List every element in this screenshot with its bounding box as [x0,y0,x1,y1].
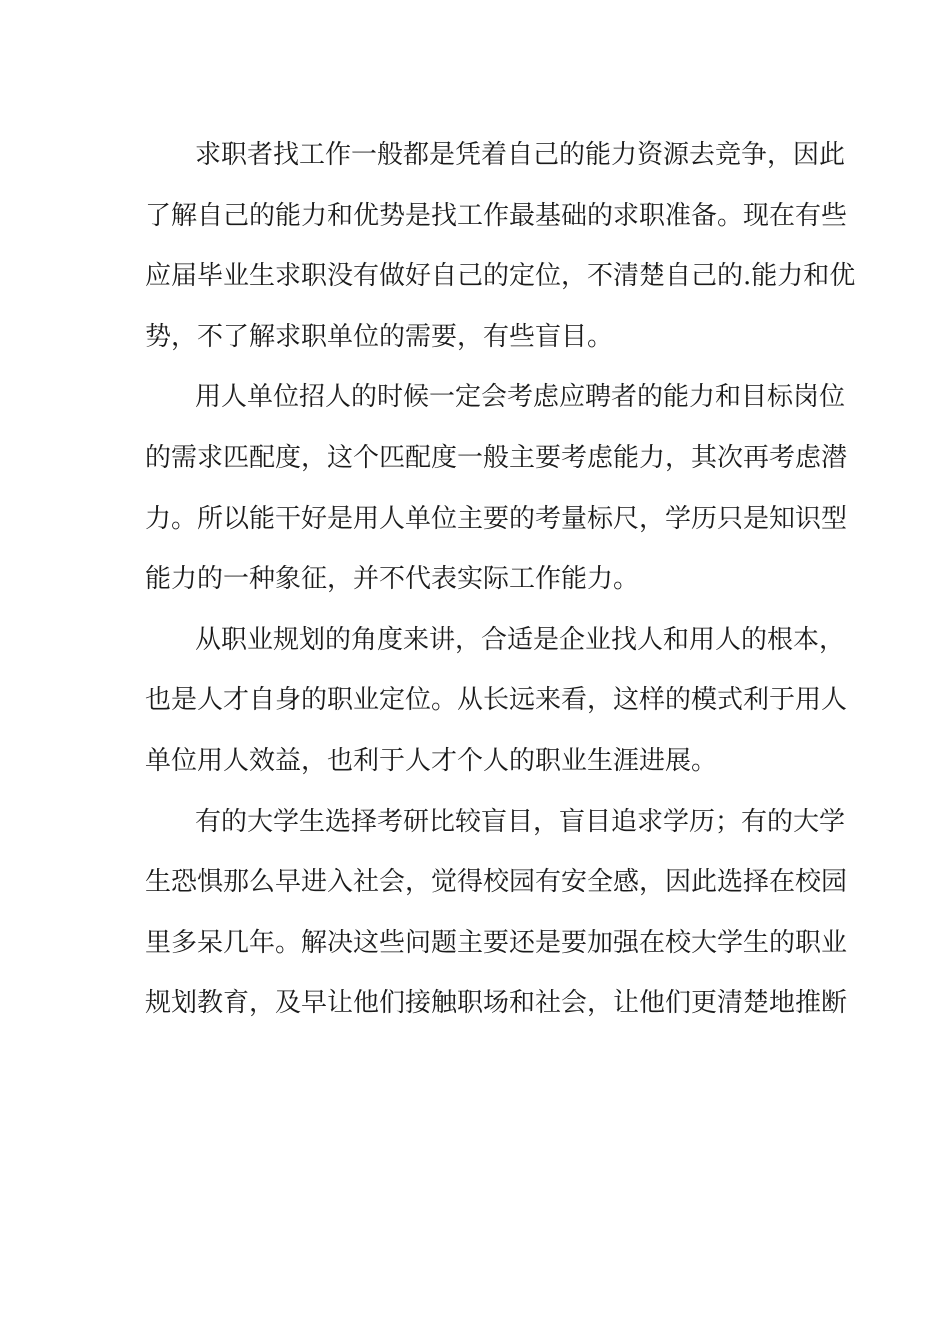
text-line: 势，不了解求职单位的需要，有些盲目。 [145,321,614,352]
text-line: 了解自己的能力和优势是找工作最基础的求职准备。现在有些 [145,200,848,231]
text-line: 规划教育，及早让他们接触职场和社会，让他们更清楚地推断 [145,988,848,1019]
text-line: 的需求匹配度，这个匹配度一般主要考虑能力，其次再考虑潜 [145,442,848,473]
text-line: 应届毕业生求职没有做好自己的定位，不清楚自己的.能力和优 [145,261,856,292]
text-line: 能力的一种象征，并不代表实际工作能力。 [145,564,640,595]
text-line: 单位用人效益，也利于人才个人的职业生涯进展。 [145,745,718,776]
text-line: 从职业规划的角度来讲，合适是企业找人和用人的根本， [195,624,846,655]
document-body [145,125,856,1034]
text-line: 力。所以能干好是用人单位主要的考量标尺，学历只是知识型 [145,503,848,534]
text-line: 也是人才自身的职业定位。从长远来看，这样的模式利于用人 [145,685,848,716]
text-line: 生恐惧那么早进入社会，觉得校园有安全感，因此选择在校园 [145,867,848,898]
paragraph [145,792,848,1034]
text-line: 里多呆几年。解决这些问题主要还是要加强在校大学生的职业 [145,927,848,958]
paragraph [145,125,856,367]
text-line: 求职者找工作一般都是凭着自己的能力资源去竞争，因此 [195,140,846,170]
text-line: 有的大学生选择考研比较盲目，盲目追求学历；有的大学 [195,806,846,837]
paragraph [145,610,848,792]
text-line: 用人单位招人的时候一定会考虑应聘者的能力和目标岗位 [195,382,846,413]
paragraph [145,367,848,609]
